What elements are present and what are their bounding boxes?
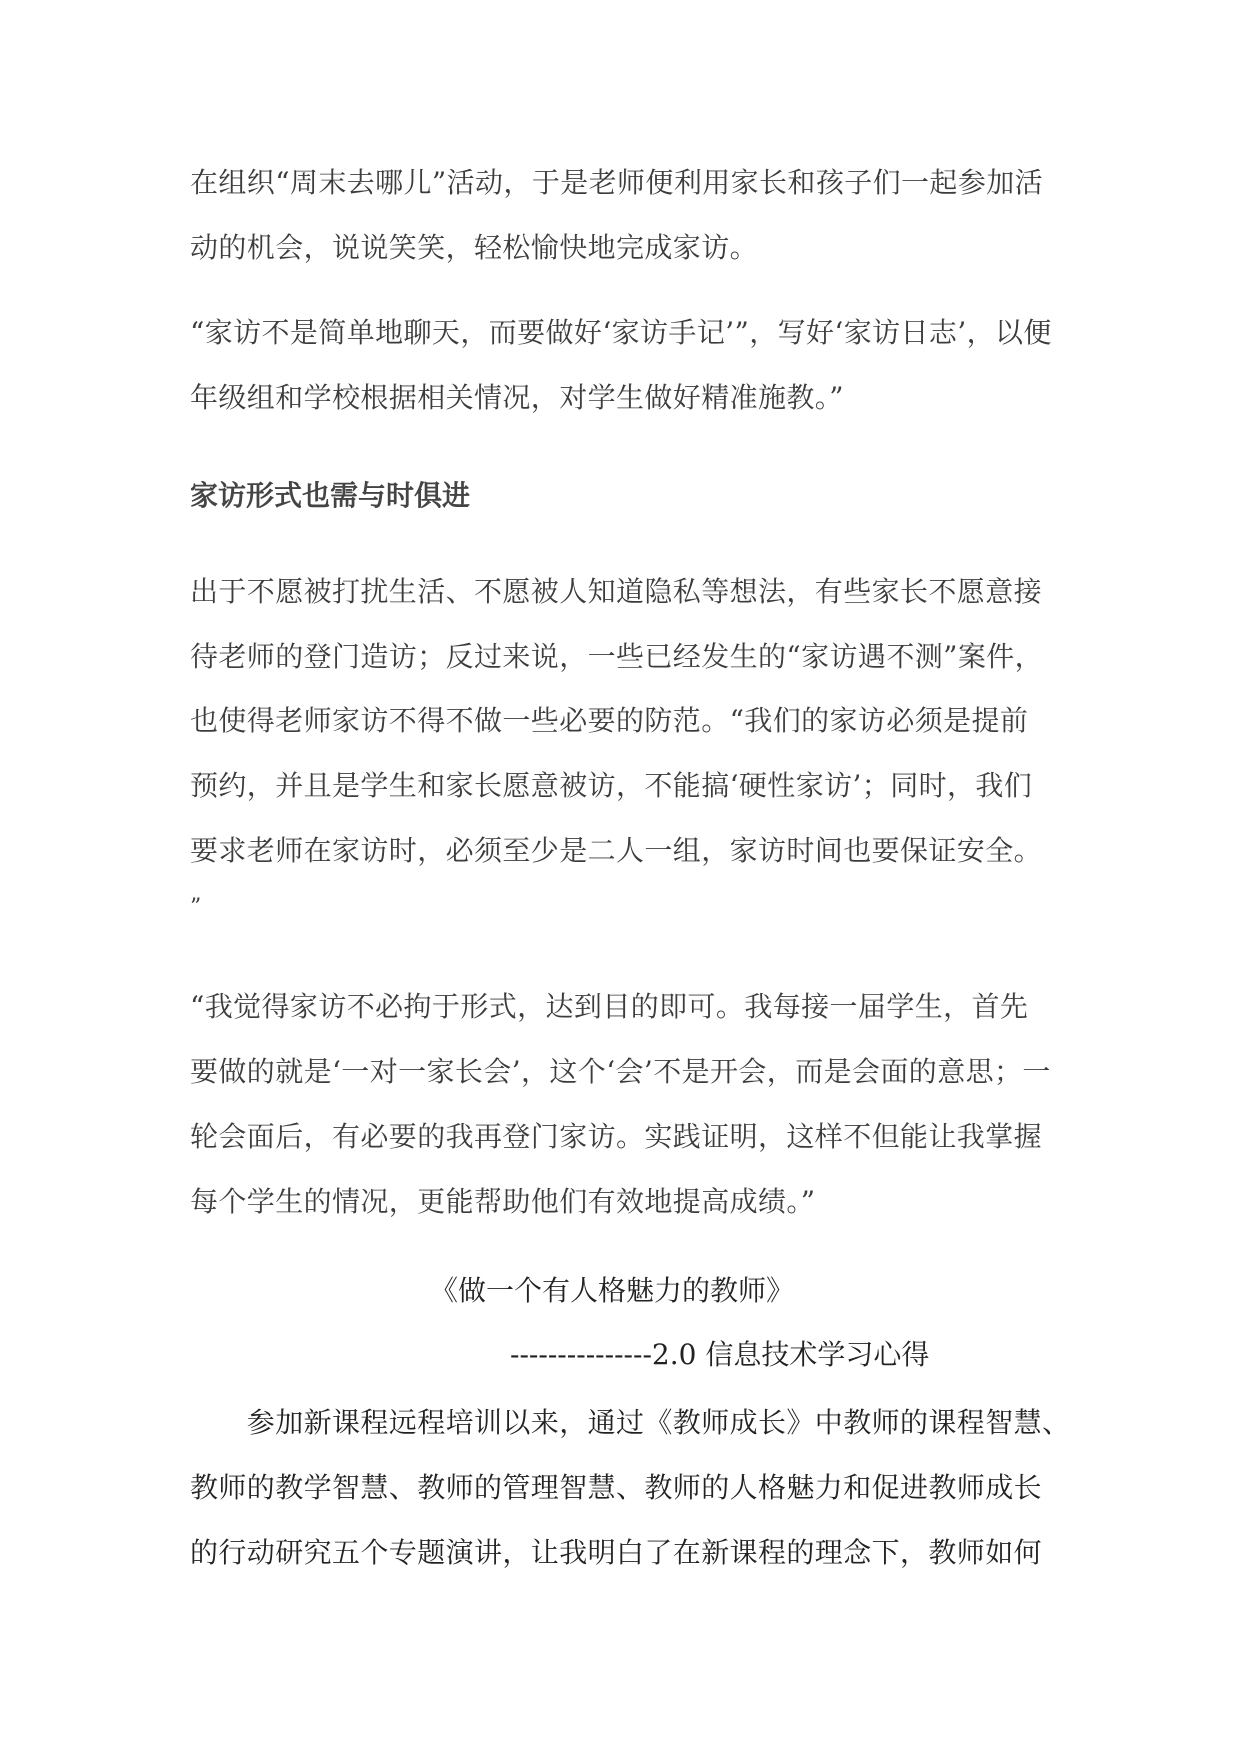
- article-subtitle: ---------------2.0 信息技术学习心得: [510, 1338, 930, 1371]
- paragraph-3-line-4: 预约，并且是学生和家长愿意被访，不能搞‘硬性家访’；同时，我们: [190, 769, 1033, 802]
- article-line-1: 参加新课程远程培训以来，通过《教师成长》中教师的课程智慧、: [190, 1406, 1071, 1439]
- paragraph-1-line-1: 在组织“周末去哪儿”活动，于是老师便利用家长和孩子们一起参加活: [190, 166, 1044, 199]
- paragraph-3-line-3: 也使得老师家访不得不做一些必要的防范。“我们的家访必须是提前: [190, 704, 1029, 737]
- article-title: 《做一个有人格魅力的教师》: [430, 1274, 795, 1307]
- paragraph-3-line-1: 出于不愿被打扰生活、不愿被人知道隐私等想法，有些家长不愿意接: [190, 575, 1043, 608]
- paragraph-4-line-2: 要做的就是‘一对一家长会’，这个‘会’不是开会，而是会面的意思；一: [190, 1055, 1051, 1088]
- paragraph-2-line-2: 年级组和学校根据相关情况，对学生做好精准施教。”: [190, 381, 844, 414]
- article-line-2: 教师的教学智慧、教师的管理智慧、教师的人格魅力和促进教师成长: [190, 1471, 1043, 1504]
- paragraph-4-line-4: 每个学生的情况，更能帮助他们有效地提高成绩。”: [190, 1185, 816, 1218]
- paragraph-1-line-2: 动的机会，说说笑笑，轻松愉快地完成家访。: [190, 231, 759, 264]
- paragraph-4-line-1: “我觉得家访不必拘于形式，达到目的即可。我每接一届学生，首先: [190, 990, 1029, 1023]
- paragraph-4-line-3: 轮会面后，有必要的我再登门家访。实践证明，这样不但能让我掌握: [190, 1120, 1043, 1153]
- paragraph-3-line-5: 要求老师在家访时，必须至少是二人一组，家访时间也要保证安全。: [190, 834, 1043, 867]
- article-line-3: 的行动研究五个专题演讲，让我明白了在新课程的理念下，教师如何: [190, 1536, 1043, 1569]
- paragraph-2-line-1: “家访不是简单地聊天，而要做好‘家访手记’”，写好‘家访日志’，以便: [190, 316, 1052, 349]
- paragraph-3-line-2: 待老师的登门造访；反过来说，一些已经发生的“家访遇不测”案件，: [190, 640, 1044, 673]
- paragraph-3-line-6: ”: [190, 895, 202, 920]
- section-heading: 家访形式也需与时俱进: [190, 479, 471, 512]
